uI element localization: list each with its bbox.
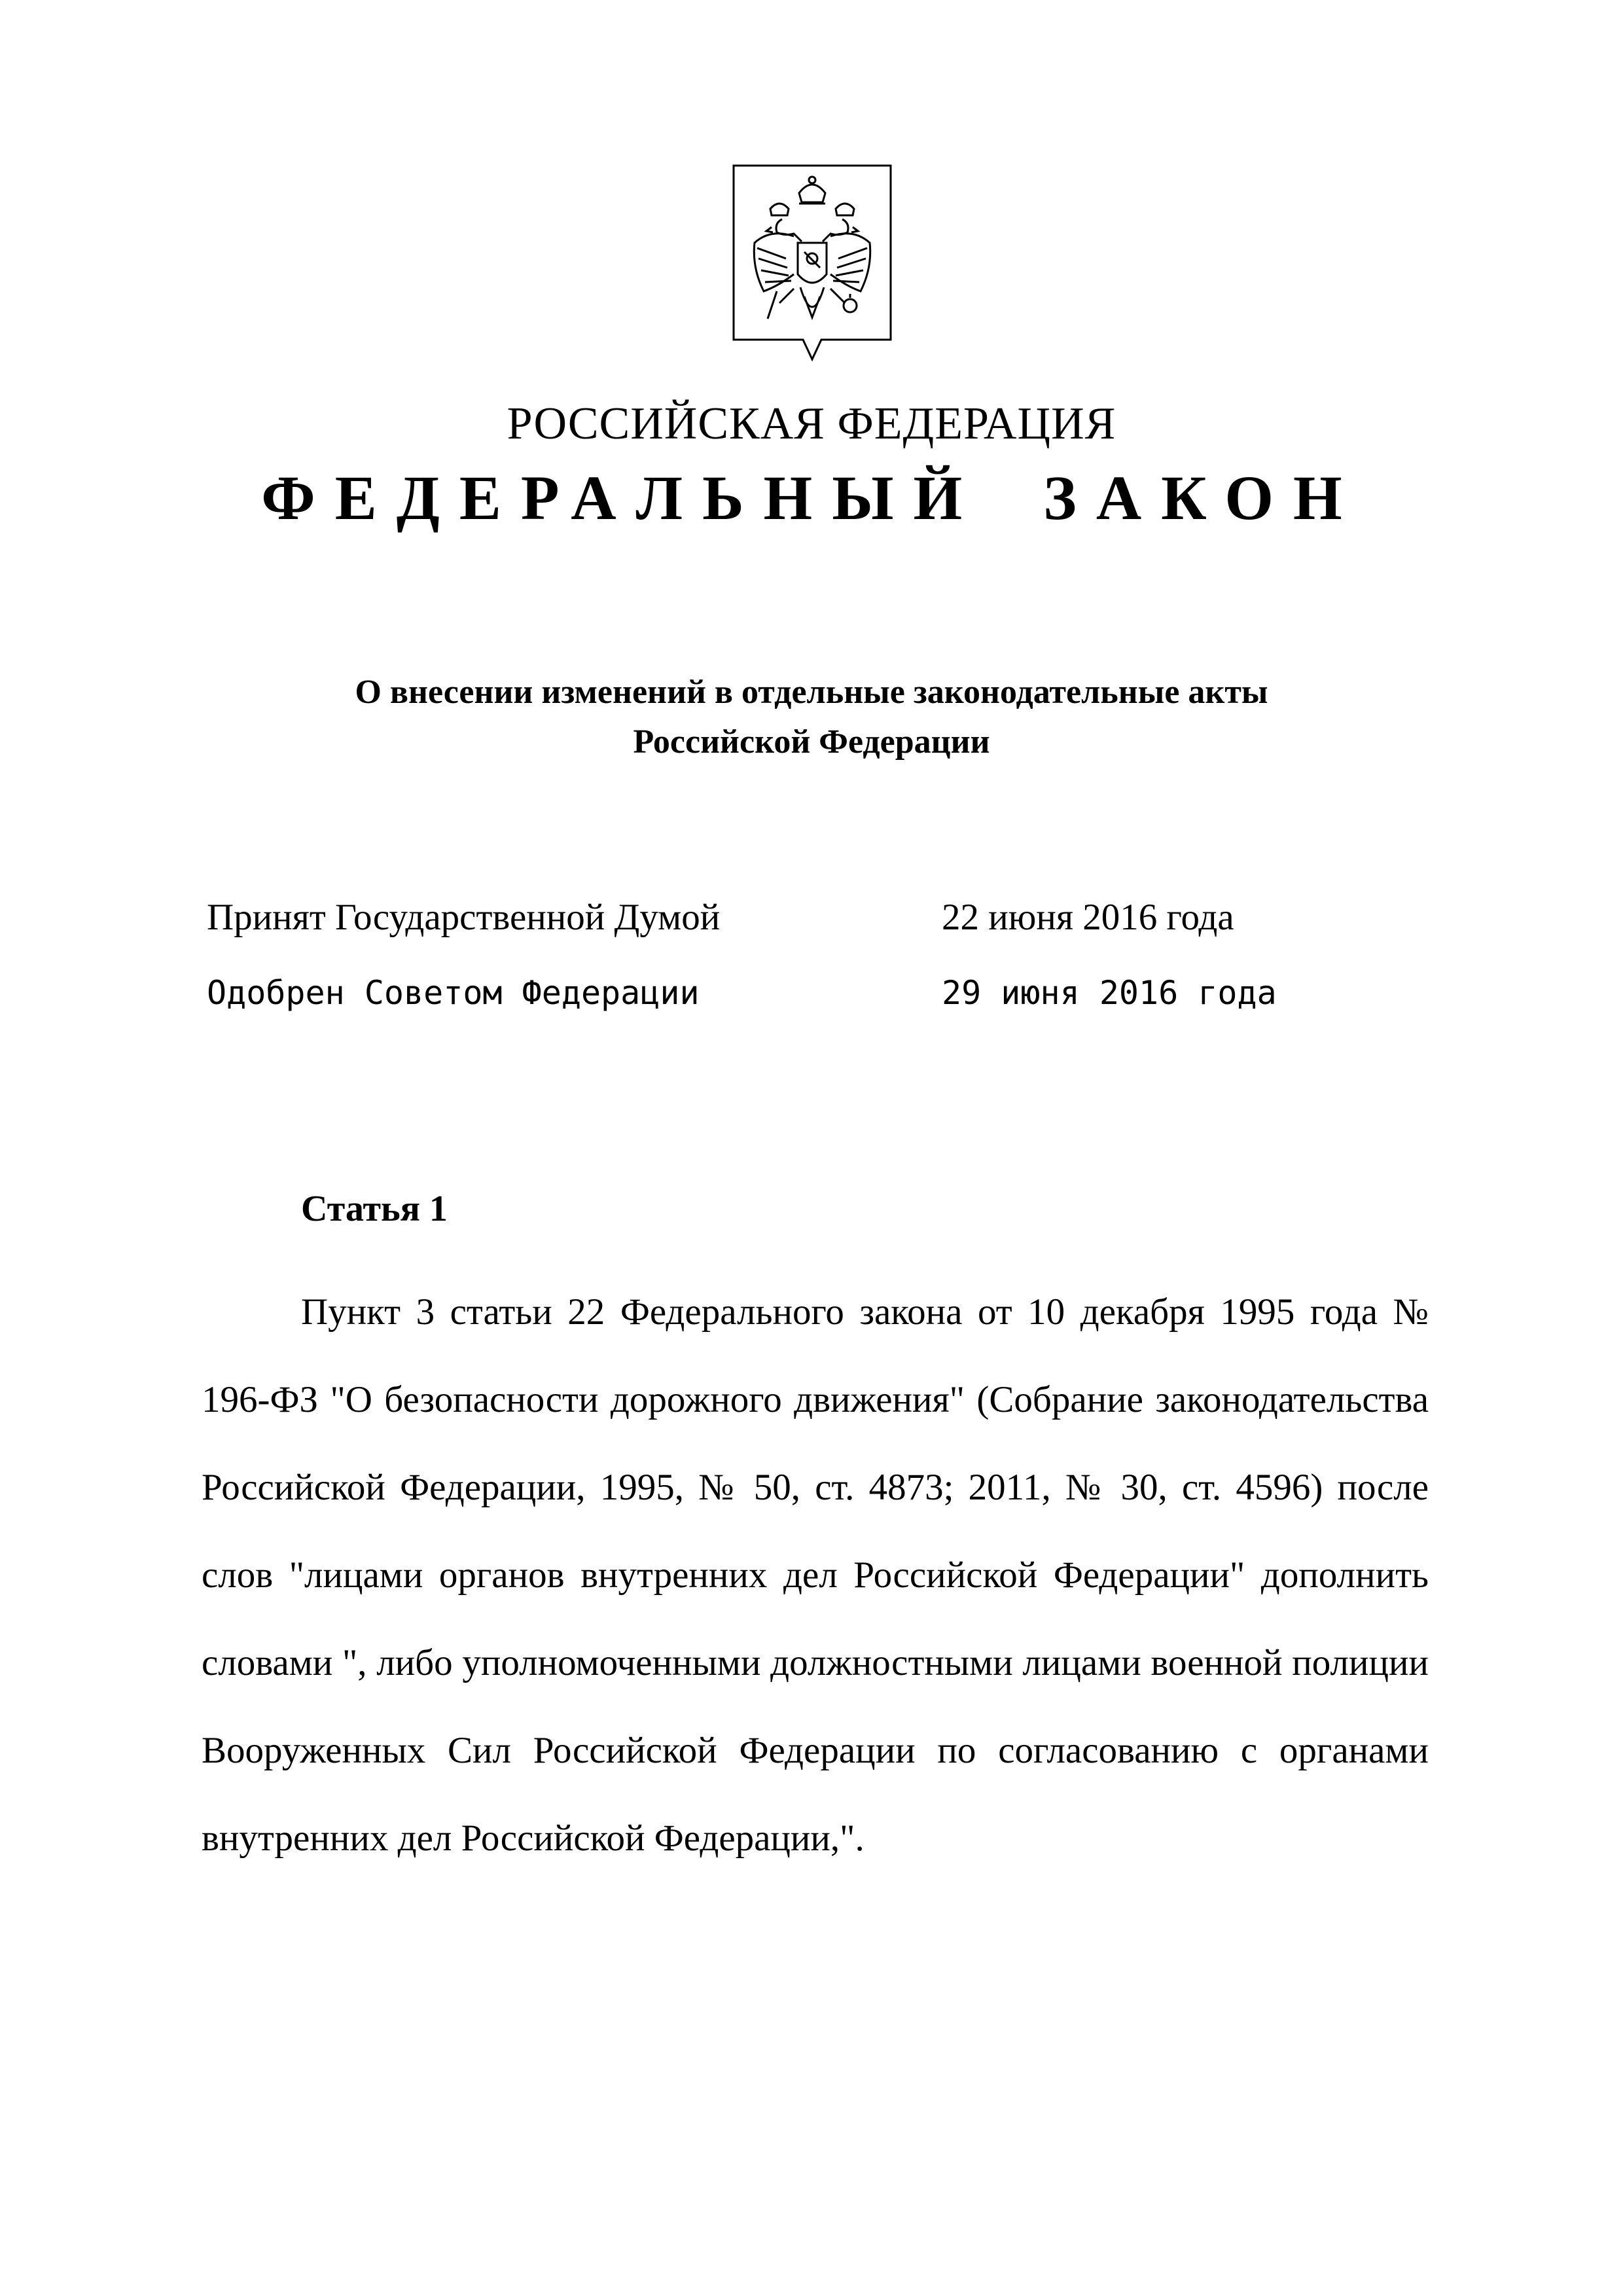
- article-paragraph: Пункт 3 статьи 22 Федерального закона от 10 декабря 1995 года № 196-ФЗ "О безопасности дорожного движения" (Собрание законодательства Российской Федерации, 1995, № 50, ст. 4873; 2011, № 30, ст. 4596) после слов "лицами органов внутренних дел Российской Федерации" дополнить словами ", либо уполномоченными должностными лицами военной полиции Вооруженных Сил Российской Федерации по согласованию с органами внутренних дел Российской Федерации,".: [202, 1291, 1429, 1859]
- duma-adoption-label: Принят Государственной Думой: [207, 897, 721, 938]
- article-heading: Статья 1: [301, 1189, 448, 1229]
- country-name: РОССИЙСКАЯ ФЕДЕРАЦИЯ: [507, 399, 1116, 449]
- law-title-line-1: О внесении изменений в отдельные законодательные акты: [355, 673, 1268, 711]
- law-title-line-2: Российской Федерации: [633, 723, 990, 761]
- coat-of-arms-icon: [731, 163, 893, 362]
- article-body: [202, 1268, 1429, 1882]
- council-approval-label: Одобрен Советом Федерации: [207, 974, 700, 1012]
- law-title: [0, 668, 1623, 767]
- duma-adoption-date: 22 июня 2016 года: [942, 897, 1234, 938]
- council-approval-date: 29 июня 2016 года: [942, 974, 1277, 1012]
- document-type: ФЕДЕРАЛЬНЫЙ ЗАКОН: [261, 463, 1362, 533]
